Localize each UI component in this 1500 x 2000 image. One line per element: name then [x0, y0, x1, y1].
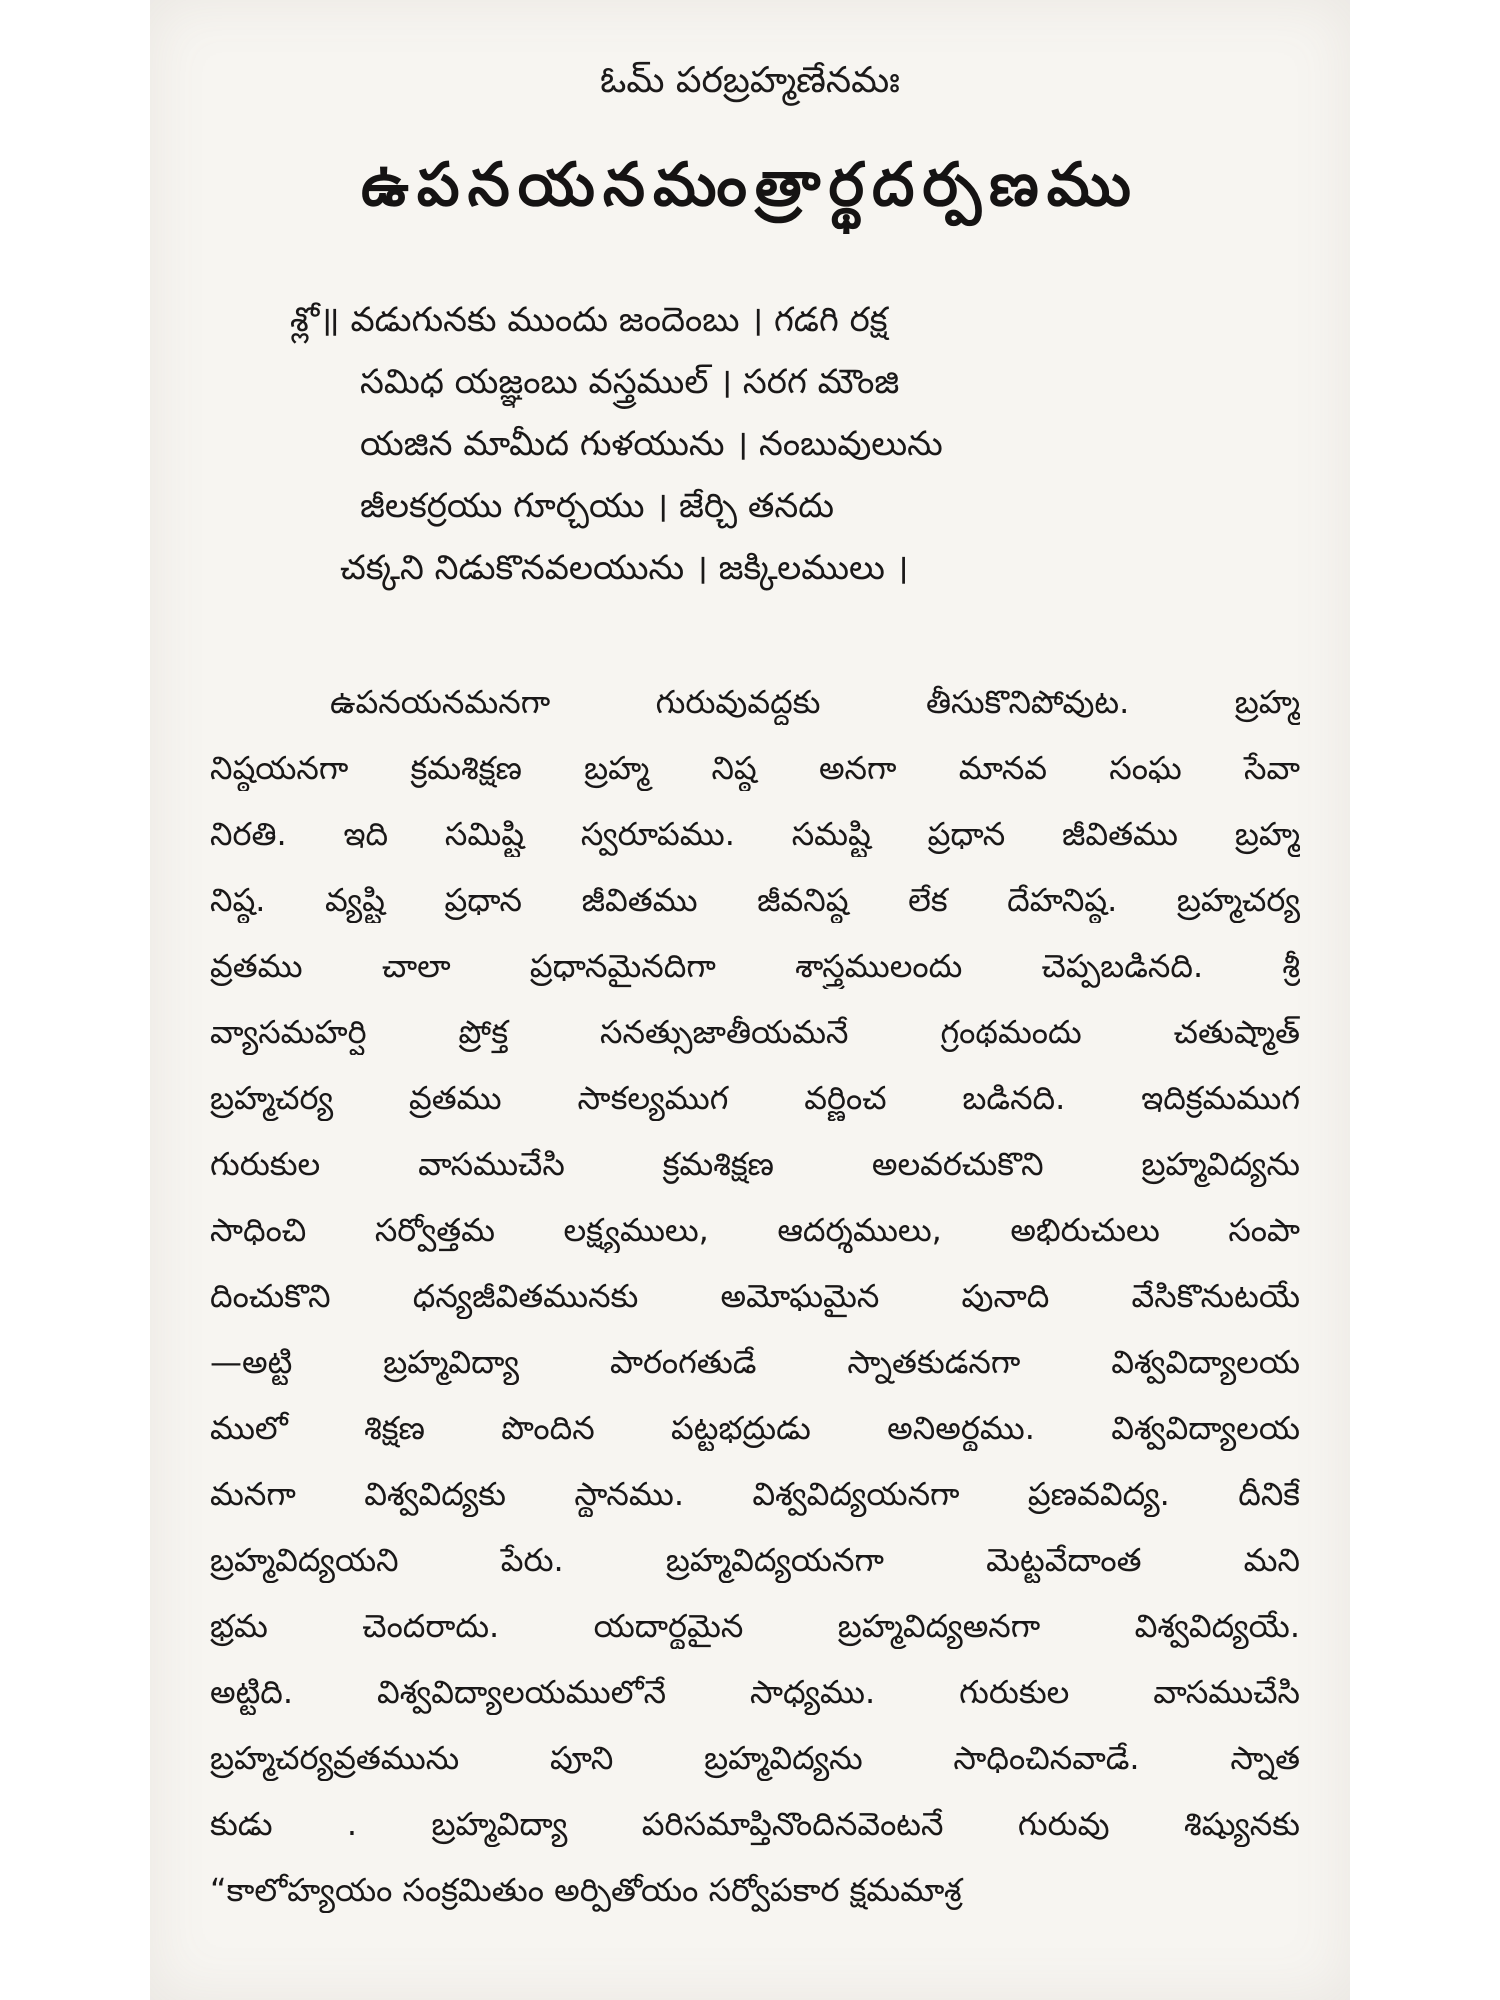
verse-line: జీలకర్రయు గూర్చయు । జేర్చి తనదు	[360, 486, 835, 526]
body-line: వ్యాసమహర్షి ప్రోక్త సనత్సుజాతీయమనే గ్రంథమందు చతుష్మాత్	[210, 1013, 1300, 1051]
invocation-line: ఓమ్ పరబ్రహ్మణేనమః	[600, 60, 900, 101]
body-paragraph	[210, 680, 1300, 1934]
body-line: భ్రమ చెందరాదు. యదార్థమైన బ్రహ్మవిద్యఅనగా విశ్వవిద్యయే.	[210, 1607, 1300, 1645]
body-line: వ్రతము చాలా ప్రధానమైనదిగా శాస్త్రములందు చెప్పబడినది. శ్రీ	[210, 947, 1300, 985]
body-line: నిష్ఠ. వ్యష్టి ప్రధాన జీవితము జీవనిష్ఠ లేక దేహనిష్ఠ. బ్రహ్మచర్య	[210, 881, 1300, 919]
body-line: బ్రహ్మచర్యవ్రతమును పూని బ్రహ్మవిద్యను సాధించినవాడే. స్నాత	[210, 1739, 1300, 1777]
verse-block	[290, 300, 1250, 610]
body-line: బ్రహ్మవిద్యయని పేరు. బ్రహ్మవిద్యయనగా మెట్టవేదాంత మని	[210, 1541, 1300, 1579]
body-line: నిరతి. ఇది సమిష్టి స్వరూపము. సమష్టి ప్రధాన జీవితము బ్రహ్మ	[210, 815, 1300, 853]
verse-line: సమిధ యజ్ఞంబు వస్త్రముల్ । సరగ మౌంజి	[360, 362, 900, 402]
body-line: బ్రహ్మచర్య వ్రతము సాకల్యముగ వర్ణించ బడినది. ఇదిక్రమముగ	[210, 1079, 1300, 1117]
body-line: “కాలోహ్యయం సంక్రమితుం అర్పితోయం సర్వోపకార క్షమమాశ్ర	[210, 1871, 962, 1909]
body-line: ఉపనయనమనగా గురువువద్దకు తీసుకొనిపోవుట. బ్రహ్మ	[330, 683, 1300, 721]
page-title: ఉపనయనమంత్రార్థదర్పణము	[361, 150, 1139, 220]
body-line: —అట్టి బ్రహ్మవిద్యా పారంగతుడే స్నాతకుడనగా విశ్వవిద్యాలయ	[210, 1343, 1300, 1381]
document-page	[150, 0, 1350, 2000]
body-line: మనగా విశ్వవిద్యకు స్థానము. విశ్వవిద్యయనగా ప్రణవవిద్య. దీనికే	[210, 1475, 1300, 1513]
verse-line: చక్కని నిడుకొనవలయును । జక్కిలములు ।	[340, 548, 909, 588]
body-line: దించుకొని ధన్యజీవితమునకు అమోఘమైన పునాది వేసికొనుటయే	[210, 1277, 1300, 1315]
verse-line: శ్లో॥ వడుగునకు ముందు జందెంబు । గడగి రక్ష	[290, 300, 888, 340]
body-line: కుడు . బ్రహ్మవిద్యా పరిసమాప్తినొందినవెంటనే గురువు శిష్యునకు	[210, 1805, 1300, 1843]
body-line: గురుకుల వాసముచేసి క్రమశిక్షణ అలవరచుకొని బ్రహ్మవిద్యను	[210, 1145, 1300, 1183]
verse-line: యజిన మామీద గుళయును । నంబువులును	[360, 424, 943, 464]
body-line: ములో శిక్షణ పొందిన పట్టభద్రుడు అనిఅర్థము. విశ్వవిద్యాలయ	[210, 1409, 1300, 1447]
body-line: నిష్ఠయనగా క్రమశిక్షణ బ్రహ్మ నిష్ఠ అనగా మానవ సంఘ సేవా	[210, 749, 1300, 787]
body-line: సాధించి సర్వోత్తమ లక్ష్యములు, ఆదర్శములు, అభిరుచులు సంపా	[210, 1211, 1300, 1249]
body-line: అట్టిది. విశ్వవిద్యాలయములోనే సాధ్యము. గురుకుల వాసముచేసి	[210, 1673, 1300, 1711]
